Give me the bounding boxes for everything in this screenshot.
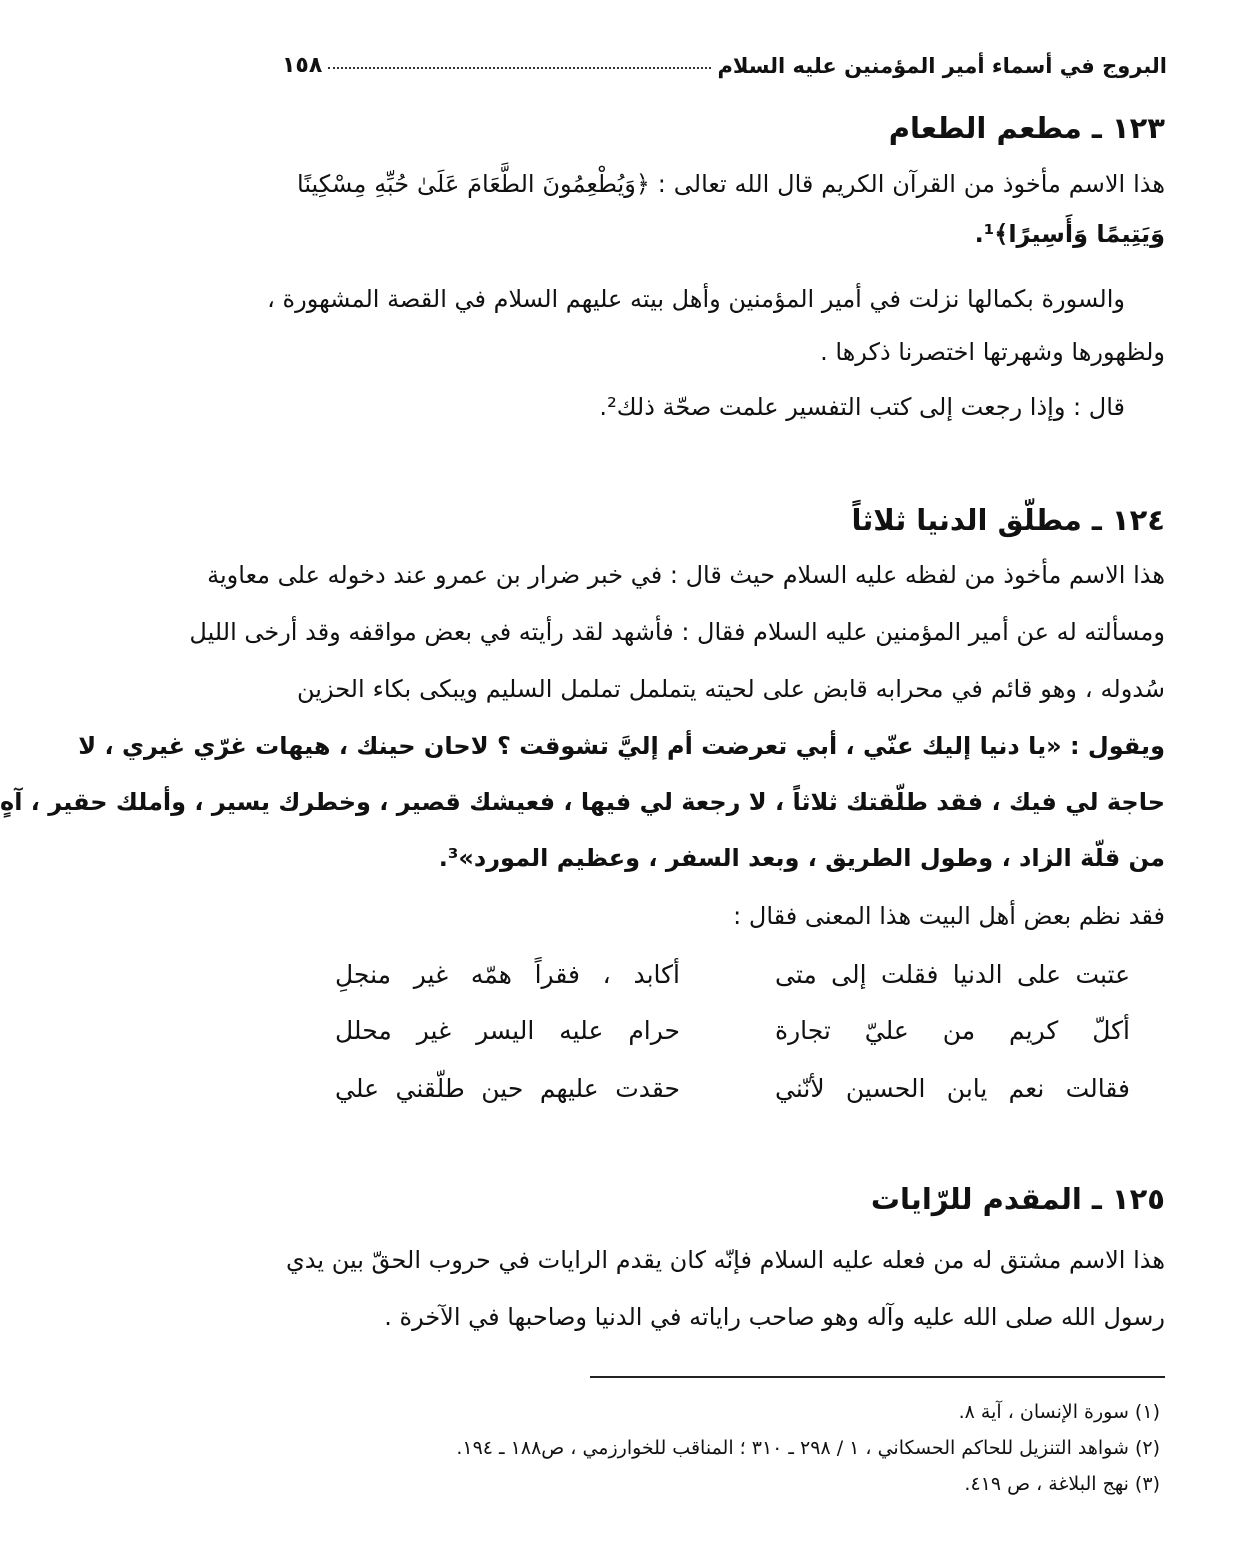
section-124-title: ١٢٤ ـ مطلّق الدنيا ثلاثاً <box>851 503 1165 537</box>
section-124-line-4: ويقول : «يا دنيا إليك عنّي ، أبي تعرضت أم إليَّ تشوقت ؟ لاحان حينك ، هيهات غرّي غيري ، لا <box>78 732 1165 760</box>
section-125-line-2: رسول الله صلى الله عليه وآله وهو صاحب راياته في الدنيا وصاحبها في الآخرة . <box>384 1303 1165 1331</box>
verse-3-second-hemistich: حقدت عليهم حين طلّقني علي <box>335 1074 680 1103</box>
running-header <box>282 38 1167 78</box>
section-125-line-1: هذا الاسم مشتق له من فعله عليه السلام فإنّه كان يقدم الرايات في حروب الحقّ بين يدي <box>286 1246 1165 1274</box>
footnote-3: (٣) نهج البلاغة ، ص ٤١٩. <box>964 1473 1160 1495</box>
section-124-line-2: ومسألته له عن أمير المؤمنين عليه السلام فقال : فأشهد لقد رأيته في بعض مواقفه وقد أرخى الليل <box>189 618 1165 646</box>
verse-2-first-hemistich: أكلّ كريم من عليّ تجارة <box>775 1016 1130 1045</box>
section-124-line-1: هذا الاسم مأخوذ من لفظه عليه السلام حيث قال : في خبر ضرار بن عمرو عند دخوله على معاوية <box>207 561 1165 589</box>
header-dot-leader <box>328 67 711 69</box>
section-123-line-5: قال : وإذا رجعت إلى كتب التفسير علمت صحّة ذلك². <box>599 393 1125 421</box>
section-123-line-3: والسورة بكمالها نزلت في أمير المؤمنين وأهل بيته عليهم السلام في القصة المشهورة ، <box>267 285 1125 313</box>
section-123-line-2: وَيَتِيمًا وَأَسِيرًا﴾¹. <box>974 220 1165 248</box>
verse-1-second-hemistich: أكابد ، فقراً همّه غير منجلِ <box>335 960 680 989</box>
section-124-line-3: سُدوله ، وهو قائم في محرابه قابض على لحيته يتململ تململ السليم ويبكى بكاء الحزين <box>297 675 1165 703</box>
section-124-line-6: من قلّة الزاد ، وطول الطريق ، وبعد السفر ، وعظيم المورد»³. <box>438 844 1165 872</box>
verse-2-second-hemistich: حرام عليه اليسر غير محلل <box>335 1016 680 1045</box>
footnote-separator <box>590 1376 1165 1378</box>
section-124-line-5: حاجة لي فيك ، فقد طلّقتك ثلاثاً ، لا رجعة لي فيها ، فعيشك قصير ، وخطرك يسير ، وأملك حقير ، آهٍ <box>0 788 1165 816</box>
verse-3-first-hemistich: فقالت نعم يابن الحسين لأنّني <box>775 1074 1130 1103</box>
footnote-2: (٢) شواهد التنزيل للحاكم الحسكاني ، ١ / ٢٩٨ ـ ٣١٠ ؛ المناقب للخوارزمي ، ص١٨٨ ـ ١٩٤. <box>456 1437 1160 1459</box>
section-123-line-1: هذا الاسم مأخوذ من القرآن الكريم قال الله تعالى : ﴿وَيُطْعِمُونَ الطَّعَامَ عَلَىٰ حُبِّهِ مِسْكِينًا <box>297 170 1165 198</box>
section-123-title: ١٢٣ ـ مطعم الطعام <box>888 111 1165 145</box>
verse-1-first-hemistich: عتبت على الدنيا فقلت إلى متى <box>775 960 1130 989</box>
section-124-line-7: فقد نظم بعض أهل البيت هذا المعنى فقال : <box>733 902 1165 930</box>
page-number: ١٥٨ <box>282 53 323 78</box>
section-123-line-4: ولظهورها وشهرتها اختصرنا ذكرها . <box>820 338 1165 366</box>
running-header-title: البروج في أسماء أمير المؤمنين عليه السلام <box>717 54 1167 78</box>
section-125-title: ١٢٥ ـ المقدم للرّايات <box>870 1182 1165 1216</box>
footnote-1: (١) سورة الإنسان ، آية ٨. <box>958 1401 1160 1423</box>
